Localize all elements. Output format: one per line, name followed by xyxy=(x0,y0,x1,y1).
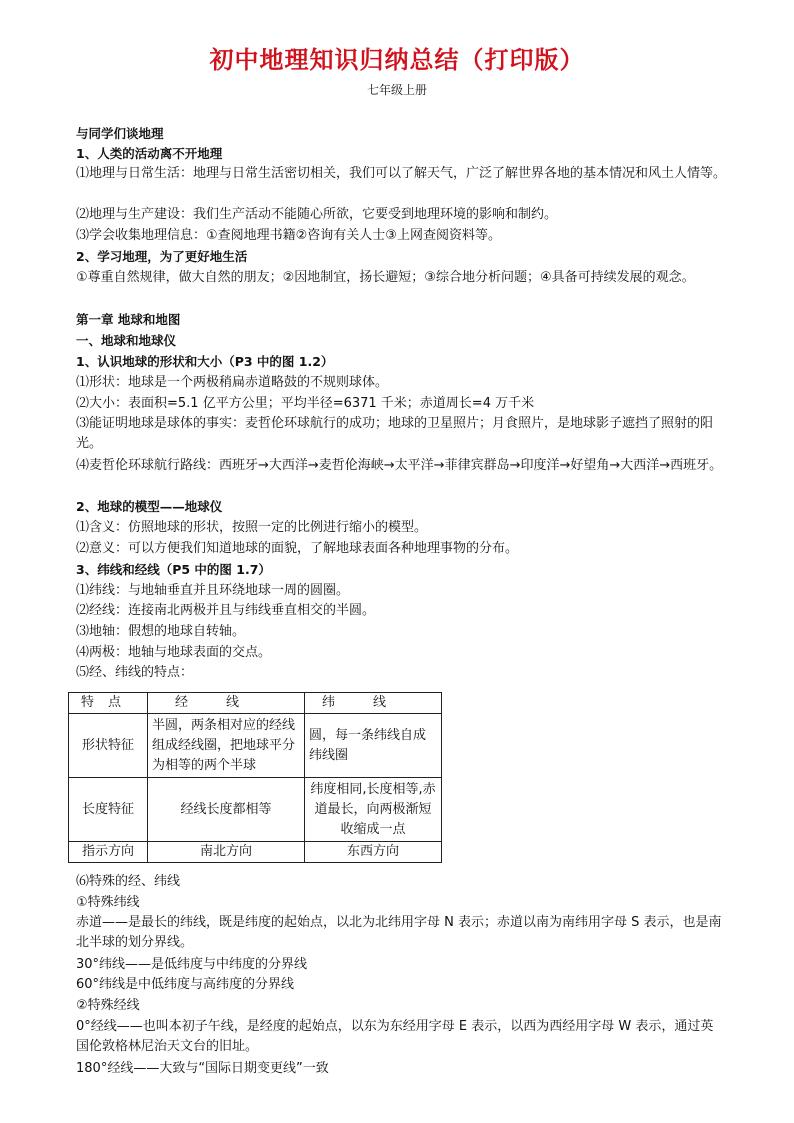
section-heading: 与同学们谈地理 xyxy=(76,126,164,141)
paragraph: 0°经线——也叫本初子午线，是经度的起始点，以东为东经用字母 E 表示，以西为西经用字母 W 表示，通过英国伦敦格林尼治天文台的旧址。 xyxy=(76,1019,714,1054)
table-cell: 圆，每一条纬线自成纬线圈 xyxy=(305,714,442,778)
paragraph: ⑸经、纬线的特点： xyxy=(76,665,194,680)
chapter-heading: 第一章 地球和地图 xyxy=(76,312,181,327)
paragraph: ⑵大小：表面积=5.1 亿平方公里；平均半径=6371 千米；赤道周长=4 万千米 xyxy=(76,396,535,411)
paragraph: ⑵经线：连接南北两极并且与纬线垂直相交的半圆。 xyxy=(76,603,376,618)
paragraph: ⑴含义：仿照地球的形状，按照一定的比例进行缩小的模型。 xyxy=(76,520,428,535)
paragraph: 180°经线——大致与“国际日期变更线”一致 xyxy=(76,1061,329,1076)
document-title: 初中地理知识归纳总结（打印版） xyxy=(209,45,585,74)
paragraph: ⑴形状：地球是一个两极稍扁赤道略鼓的不规则球体。 xyxy=(76,375,389,390)
subsection-heading: 2、地球的模型——地球仪 xyxy=(76,499,223,514)
table-cell: 东西方向 xyxy=(305,842,442,863)
paragraph: ①特殊纬线 xyxy=(76,895,140,910)
table-header-cell: 纬线 xyxy=(305,693,442,714)
table-cell: 南北方向 xyxy=(148,842,305,863)
paragraph: ⑴纬线：与地轴垂直并且环绕地球一周的圆圈。 xyxy=(76,583,350,598)
document-subtitle: 七年级上册 xyxy=(366,83,427,97)
subsection-heading: 1、人类的活动离不开地理 xyxy=(76,146,223,161)
table-header-cell: 特点 xyxy=(69,693,148,714)
paragraph: 赤道——是最长的纬线，既是纬度的起始点，以北为北纬用字母 N 表示；赤道以南为南纬用字母 S 表示，也是南北半球的划分界线。 xyxy=(76,915,722,950)
section-heading: 一、地球和地球仪 xyxy=(76,333,177,348)
paragraph: ⑴地理与日常生活：地理与日常生活密切相关，我们可以了解天气，广泛了解世界各地的基本情况和风土人情等。 xyxy=(76,166,727,181)
table-cell: 经线长度都相等 xyxy=(148,778,305,842)
table-cell: 纬度相同,长度相等,赤道最长，向两极渐短收缩成一点 xyxy=(305,778,442,842)
subsection-heading: 2、学习地理，为了更好地生活 xyxy=(76,249,248,264)
paragraph: ⑶学会收集地理信息：①查阅地理书籍②咨询有关人士③上网查阅资料等。 xyxy=(76,228,501,243)
table-row xyxy=(69,714,442,778)
meridian-parallel-table xyxy=(68,692,442,863)
paragraph: ⑹特殊的经、纬线 xyxy=(76,874,181,889)
subsection-heading: 3、纬线和经线（P5 中的图 1.7） xyxy=(76,562,271,577)
paragraph: ①尊重自然规律，做大自然的朋友；②因地制宜，扬长避短；③综合地分析问题；④具备可持续发展的观念。 xyxy=(76,270,695,285)
table-header-cell: 经线 xyxy=(148,693,305,714)
table-row-label: 形状特征 xyxy=(69,714,148,778)
paragraph: 60°纬线是中低纬度与高纬度的分界线 xyxy=(76,977,295,992)
table-row-label: 长度特征 xyxy=(69,778,148,842)
paragraph: 30°纬线——是低纬度与中纬度的分界线 xyxy=(76,957,308,972)
table-cell: 半圆，两条相对应的经线组成经线圈，把地球平分为相等的两个半球 xyxy=(148,714,305,778)
table-header-row xyxy=(69,693,442,714)
paragraph: ⑶能证明地球是球体的事实：麦哲伦环球航行的成功；地球的卫星照片；月食照片，是地球影子遮挡了照射的阳光。 xyxy=(76,416,714,451)
table-row xyxy=(69,842,442,863)
paragraph: ⑵地理与生产建设：我们生产活动不能随心所欲，它要受到地理环境的影响和制约。 xyxy=(76,207,558,222)
paragraph: ⑷麦哲伦环球航行路线：西班牙→大西洋→麦哲伦海峡→太平洋→菲律宾群岛→印度洋→好望角→大西洋→西班牙。 xyxy=(76,458,723,473)
paragraph: ⑵意义：可以方便我们知道地球的面貌，了解地球表面各种地理事物的分布。 xyxy=(76,541,519,556)
paragraph: ⑶地轴：假想的地球自转轴。 xyxy=(76,624,246,639)
table-row xyxy=(69,778,442,842)
paragraph: ⑷两极：地轴与地球表面的交点。 xyxy=(76,645,272,660)
subsection-heading: 1、认识地球的形状和大小（P3 中的图 1.2） xyxy=(76,354,334,369)
paragraph: ②特殊经线 xyxy=(76,998,140,1013)
table-row-label: 指示方向 xyxy=(69,842,148,863)
